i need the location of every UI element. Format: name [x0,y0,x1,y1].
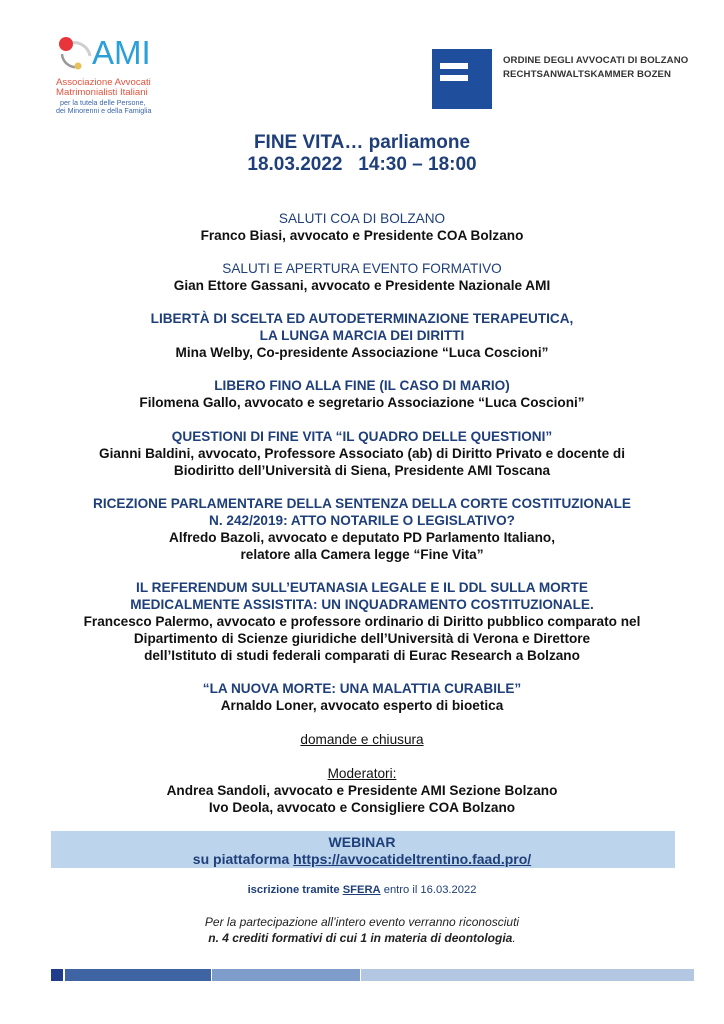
section-heading: LIBERO FINO ALLA FINE (IL CASO DI MARIO) [214,378,510,393]
speaker: dell’Istituto di studi federali comparati di Eurac Research a Bolzano [144,648,580,663]
ami-emblem-icon [56,34,96,74]
webinar-title: WEBINAR [328,834,396,850]
registration-deadline: entro il 16.03.2022 [380,884,477,896]
ordine-name-it: ORDINE DEGLI AVVOCATI DI BOLZANO [503,55,689,66]
section-heading: SALUTI COA DI BOLZANO [278,211,446,226]
moderator: Andrea Sandoli, avvocato e Presidente AMI Sezione Bolzano [166,783,558,798]
speaker: Mina Welby, Co-presidente Associazione “Luca Coscioni” [175,345,549,360]
ordine-logo-mark [432,49,492,109]
ordine-logo-text [503,54,688,82]
moderator: Ivo Deola, avvocato e Consigliere COA Bolzano [208,800,516,815]
credits-count: n. 4 crediti formativi di cui 1 in materia di deontologia [208,931,513,945]
section-heading: “LA NUOVA MORTE: UNA MALATTIA CURABILE” [202,681,522,696]
footer-bar-segment-4 [361,969,694,981]
logo-bar-bottom [440,75,468,81]
ordine-name-de: RECHTSANWALTSKAMMER BOZEN [503,69,672,80]
registration-prefix: iscrizione tramite [247,884,343,896]
section-heading: QUESTIONI DI FINE VITA “IL QUADRO DELLE QUESTIONI” [171,429,553,444]
section-heading: RICEZIONE PARLAMENTARE DELLA SENTENZA DELLA CORTE COSTITUZIONALE [93,496,631,511]
ami-wordmark: AMI [92,34,151,71]
ami-logo [56,34,176,114]
ami-subtitle-4: dei Minorenni e della Famiglia [56,106,152,115]
registration-info [0,883,724,897]
section-heading: LA LUNGA MARCIA DEI DIRITTI [259,328,465,343]
sfera-link[interactable]: SFERA [342,884,381,896]
footer-bar-segment-3 [212,969,360,981]
speaker: Filomena Gallo, avvocato e segretario Associazione “Luca Coscioni” [139,395,585,410]
footer-bar-segment-1 [51,969,63,981]
speaker: Dipartimento di Scienze giuridiche dell’Università di Verona e Direttore [133,631,591,646]
speaker: Arnaldo Loner, avvocato esperto di bioetica [220,698,504,713]
webinar-platform-link[interactable]: https://avvocatideltrentino.faad.pro/ [293,851,532,867]
section-heading: N. 242/2019: ATTO NOTARILE O LEGISLATIVO? [209,513,515,528]
section-heading: IL REFERENDUM SULL’EUTANASIA LEGALE E IL DDL SULLA MORTE [136,580,588,595]
speaker: Gian Ettore Gassani, avvocato e Presidente Nazionale AMI [173,278,551,293]
credits-line-1: Per la partecipazione all’intero evento verranno riconosciuti [204,915,520,929]
webinar-platform-prefix: su piattaforma [192,851,294,867]
speaker: Biodiritto dell’Università di Siena, Presidente AMI Toscana [173,463,551,478]
logo-bar-top [440,63,468,69]
event-date-time: 18.03.2022 14:30 – 18:00 [247,154,477,175]
event-title: FINE VITA… parliamone [253,132,471,153]
ami-subtitle-2: Matrimonialisti Italiani [56,87,148,98]
speaker: Francesco Palermo, avvocato e professore ordinario di Diritto pubblico comparato nel [83,614,641,629]
speaker: Franco Biasi, avvocato e Presidente COA Bolzano [200,228,524,243]
moderators-label: Moderatori: [327,766,397,781]
speaker: relatore alla Camera legge “Fine Vita” [240,547,484,562]
ami-subtitle-3: per la tutela delle Persone, [60,98,146,107]
section-heading: LIBERTÀ DI SCELTA ED AUTODETERMINAZIONE TERAPEUTICA, [150,311,574,326]
speaker: Gianni Baldini, avvocato, Professore Associato (ab) di Diritto Privato e docente di [99,446,625,461]
footer-bar-segment-2 [65,969,211,981]
ami-subtitle-1: Associazione Avvocati [56,77,151,88]
credits-line-2 [0,930,724,946]
credits-period: . [512,931,516,945]
section-heading: SALUTI E APERTURA EVENTO FORMATIVO [222,261,502,276]
speaker: Alfredo Bazoli, avvocato e deputato PD Parlamento Italiano, [169,530,555,545]
webinar-platform [0,851,724,868]
section-heading: MEDICALMENTE ASSISTITA: UN INQUADRAMENTO COSTITUZIONALE. [130,597,594,612]
closing-label: domande e chiusura [300,732,424,747]
